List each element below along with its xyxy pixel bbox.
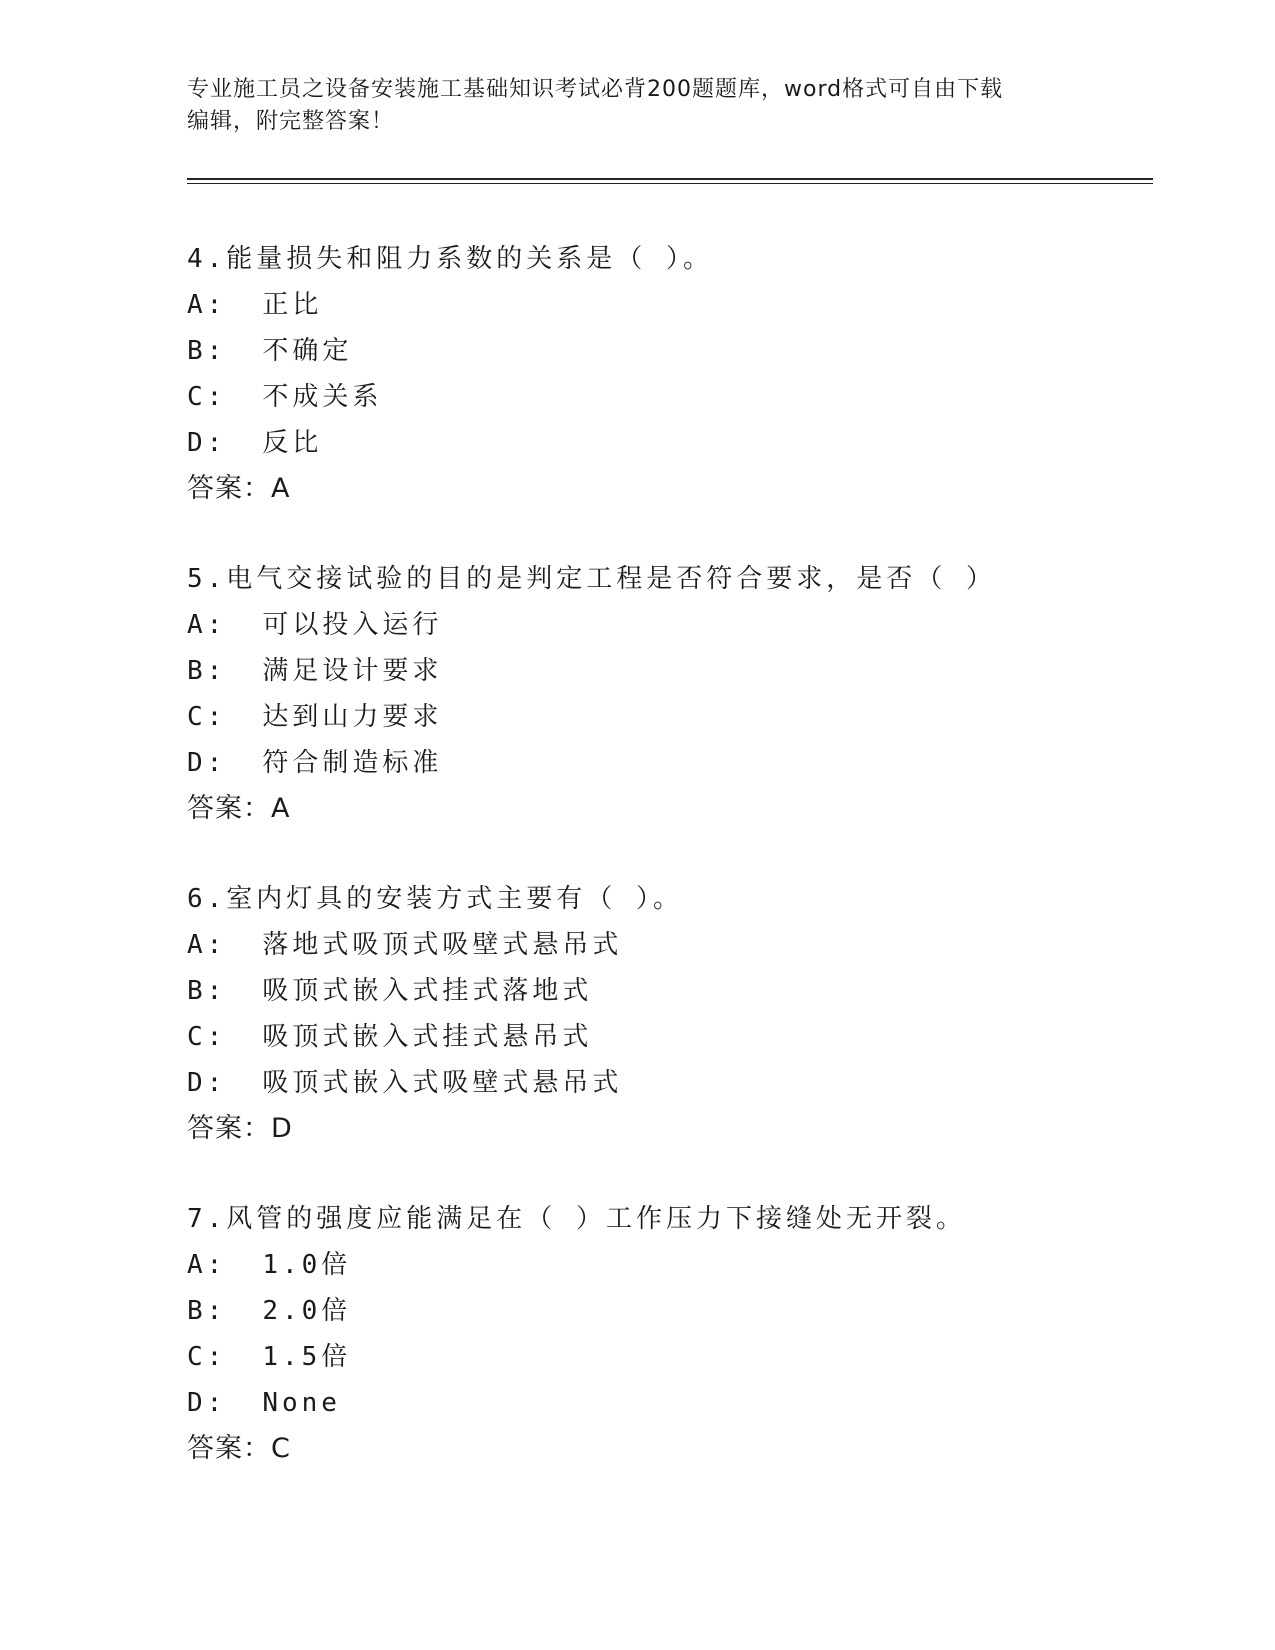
option-a — [187, 282, 1147, 328]
header-line-1: 专业施工员之设备安装施工基础知识考试必背200题题库，word格式可自由下载 — [187, 77, 1004, 102]
question-stem: 7.风管的强度应能满足在（ ）工作压力下接缝处无开裂。 — [187, 1204, 966, 1234]
option-c — [187, 1014, 1147, 1060]
option-b — [187, 328, 1147, 374]
option-letter: B: — [187, 1296, 227, 1326]
option-text: 落地式吸顶式吸壁式悬吊式 — [262, 930, 623, 960]
option-text: 吸顶式嵌入式挂式悬吊式 — [262, 1022, 593, 1052]
option-letter: A: — [187, 290, 227, 320]
option-text: 1.5倍 — [262, 1342, 352, 1372]
option-letter: B: — [187, 336, 227, 366]
option-b — [187, 968, 1147, 1014]
option-letter: C: — [187, 382, 227, 412]
question-block — [187, 556, 1147, 832]
option-text: 可以投入运行 — [262, 610, 443, 640]
option-text: 符合制造标准 — [262, 748, 443, 778]
option-d — [187, 420, 1147, 466]
header-divider-thin — [187, 183, 1153, 184]
answer-line: 答案：D — [187, 1113, 293, 1144]
option-letter: C: — [187, 1342, 227, 1372]
option-text: 满足设计要求 — [262, 656, 443, 686]
answer-line: 答案：A — [187, 473, 291, 504]
question-stem: 6.室内灯具的安装方式主要有（ ）。 — [187, 884, 683, 914]
option-text: 反比 — [262, 428, 323, 458]
option-text: 不成关系 — [262, 382, 383, 412]
option-b — [187, 1288, 1147, 1334]
header-line-2: 编辑，附完整答案！ — [187, 109, 395, 134]
option-text: 吸顶式嵌入式吸壁式悬吊式 — [262, 1068, 623, 1098]
question-block — [187, 1196, 1147, 1472]
option-letter: B: — [187, 656, 227, 686]
question-stem: 4.能量损失和阻力系数的关系是（ ）。 — [187, 244, 713, 274]
question-block — [187, 236, 1147, 512]
option-text: 吸顶式嵌入式挂式落地式 — [262, 976, 593, 1006]
option-text: 1.0倍 — [262, 1250, 352, 1280]
option-letter: C: — [187, 702, 227, 732]
question-stem: 5.电气交接试验的目的是判定工程是否符合要求，是否（ ） — [187, 564, 996, 594]
option-letter: D: — [187, 1388, 227, 1418]
option-letter: D: — [187, 1068, 227, 1098]
option-d — [187, 740, 1147, 786]
option-text: 2.0倍 — [262, 1296, 352, 1326]
option-c — [187, 374, 1147, 420]
option-a — [187, 1242, 1147, 1288]
option-text: 达到山力要求 — [262, 702, 443, 732]
option-text: 不确定 — [262, 336, 353, 366]
answer-line: 答案：C — [187, 1433, 291, 1464]
option-text: None — [262, 1388, 341, 1418]
option-letter: D: — [187, 748, 227, 778]
option-d — [187, 1060, 1147, 1106]
option-d — [187, 1380, 1147, 1426]
option-text: 正比 — [262, 290, 323, 320]
option-c — [187, 694, 1147, 740]
option-b — [187, 648, 1147, 694]
document-header — [187, 74, 1087, 138]
option-letter: C: — [187, 1022, 227, 1052]
option-c — [187, 1334, 1147, 1380]
option-a — [187, 922, 1147, 968]
option-letter: A: — [187, 610, 227, 640]
option-letter: A: — [187, 1250, 227, 1280]
option-letter: B: — [187, 976, 227, 1006]
option-letter: A: — [187, 930, 227, 960]
option-letter: D: — [187, 428, 227, 458]
header-divider-thick — [187, 178, 1153, 180]
answer-line: 答案：A — [187, 793, 291, 824]
option-a — [187, 602, 1147, 648]
question-block — [187, 876, 1147, 1152]
